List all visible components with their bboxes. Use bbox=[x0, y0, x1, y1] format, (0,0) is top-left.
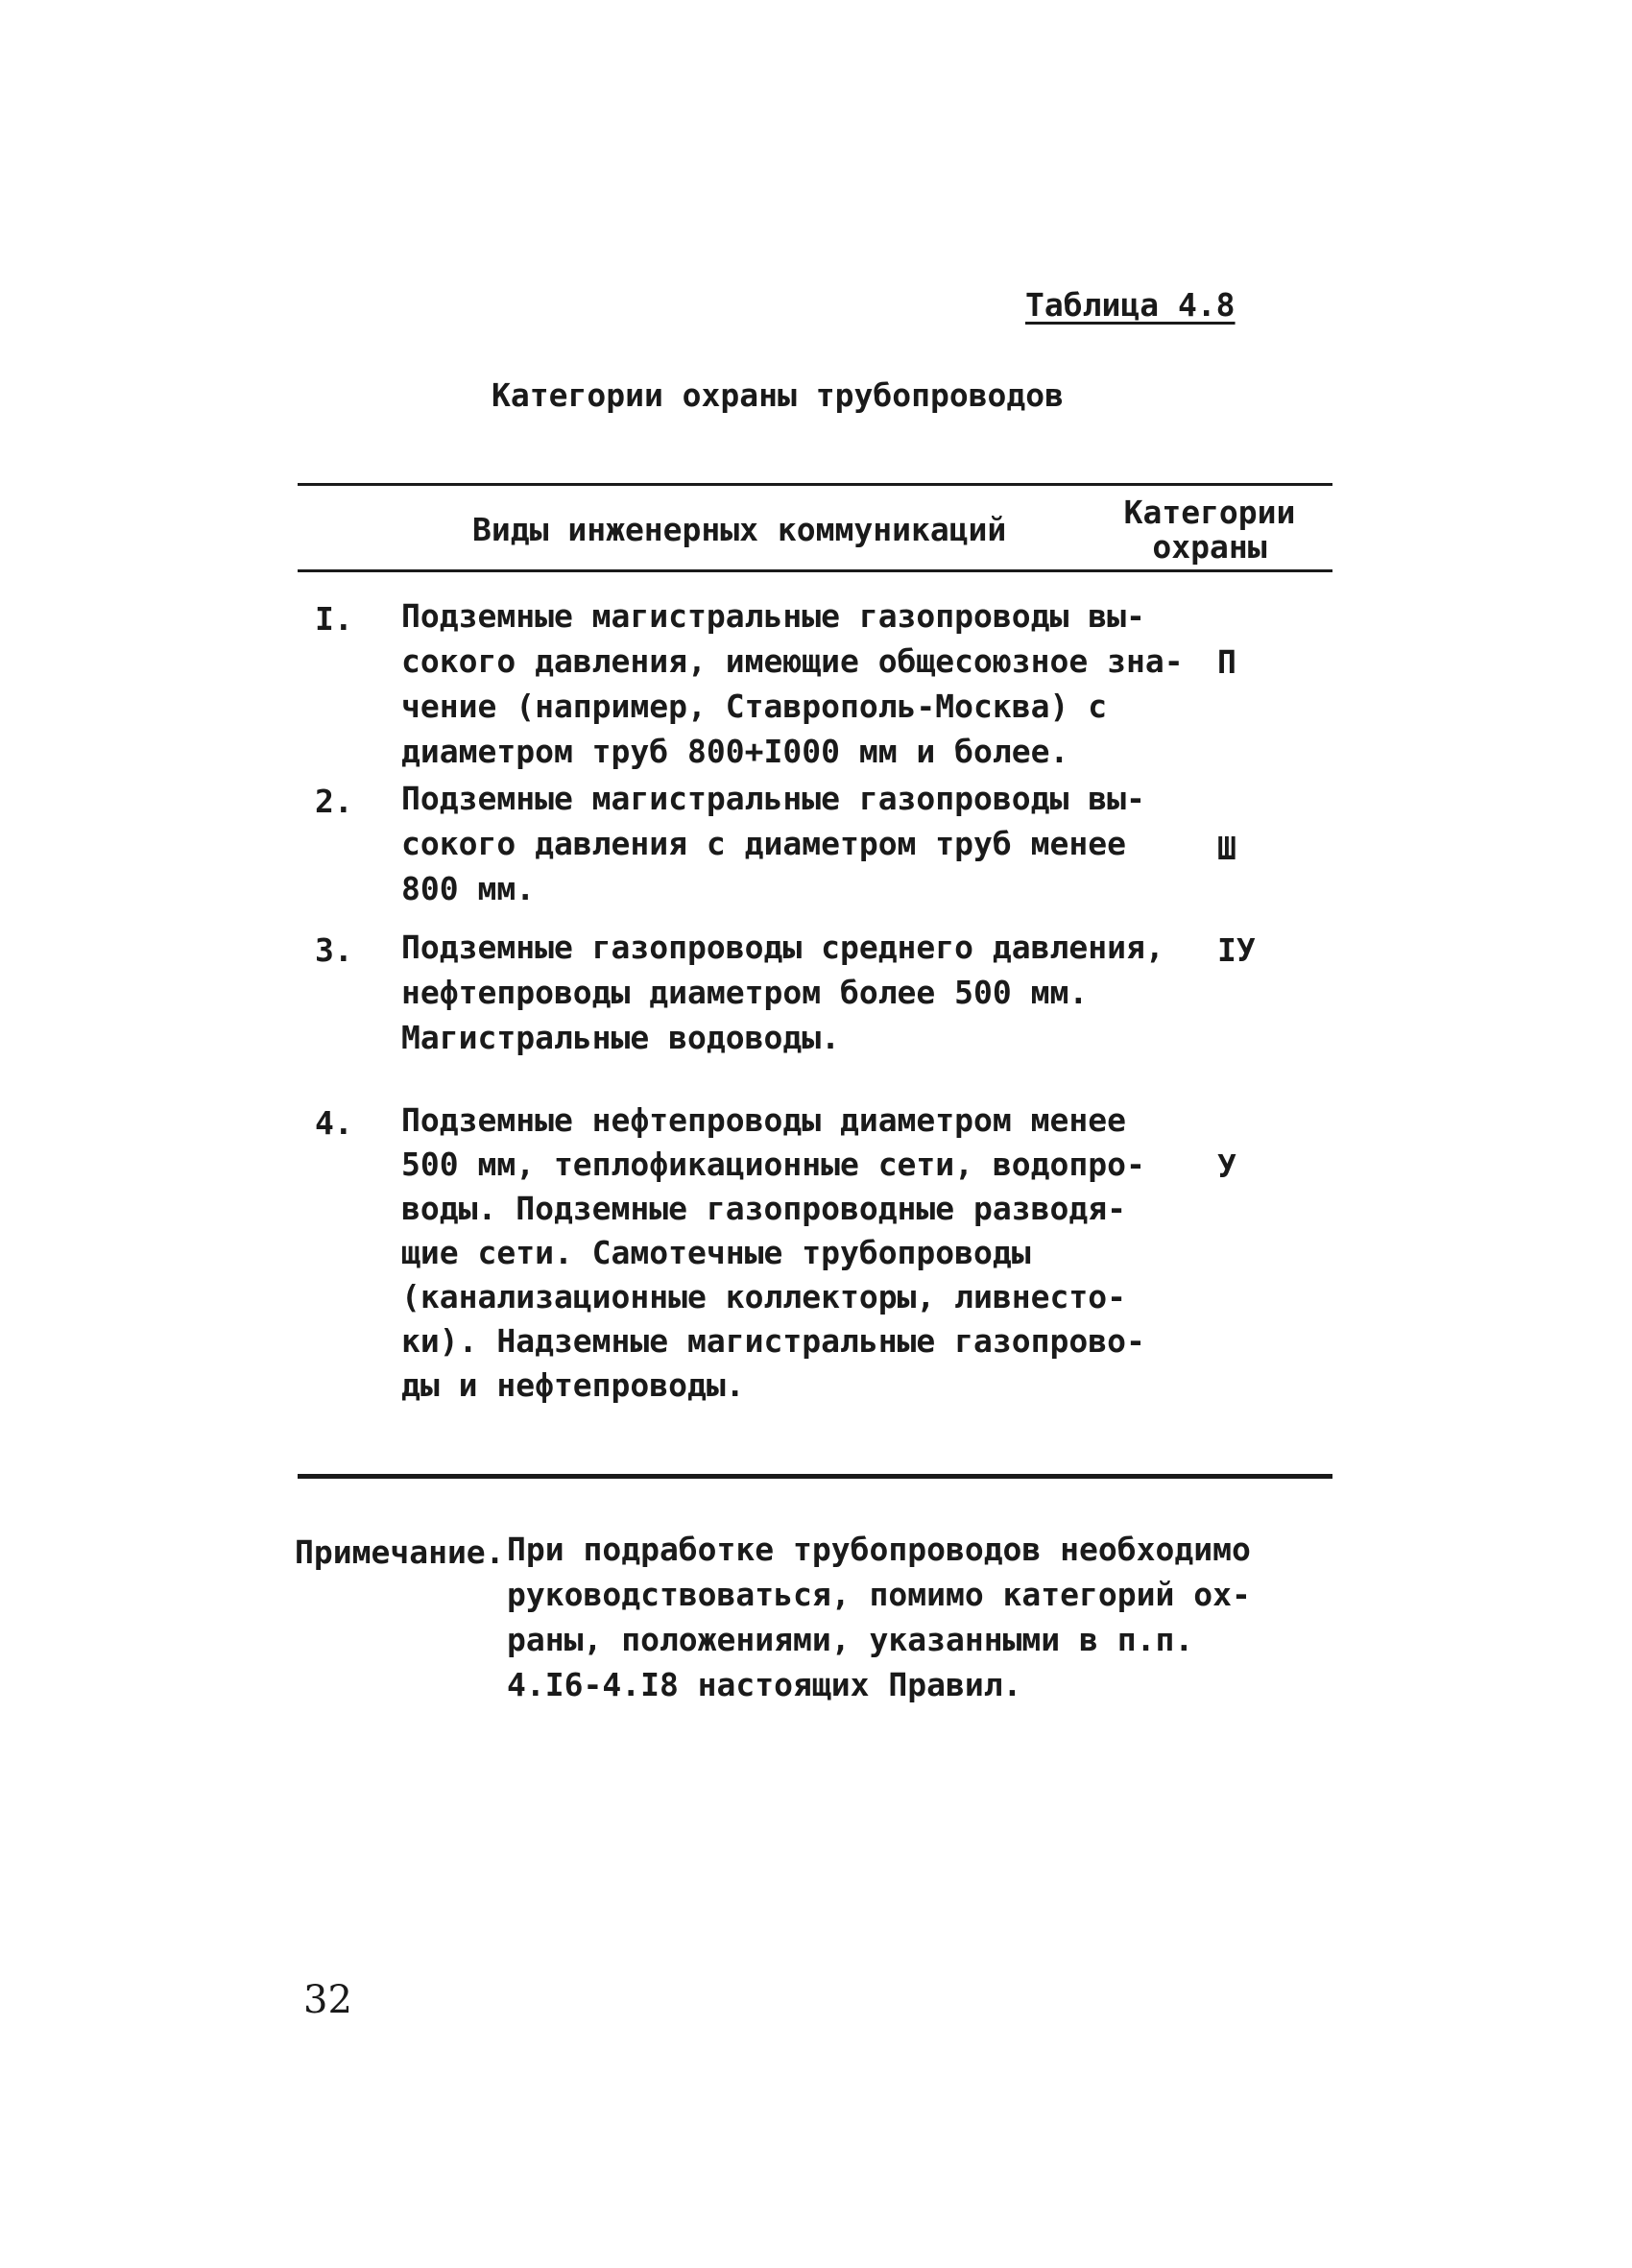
note-line: руководствоваться, помимо категорий ох- bbox=[507, 1576, 1251, 1613]
row-category: П bbox=[1217, 643, 1236, 681]
row-text-line: Подземные магистральные газопроводы вы- bbox=[401, 780, 1145, 817]
row-category: IУ bbox=[1217, 931, 1256, 969]
note-line: 4.I6-4.I8 настоящих Правил. bbox=[507, 1666, 1022, 1703]
row-number: I. bbox=[315, 600, 353, 638]
note-line: раны, положениями, указанными в п.п. bbox=[507, 1621, 1194, 1658]
row-text-line: 500 мм, теплофикационные сети, водопро- bbox=[401, 1146, 1145, 1183]
row-number: 3. bbox=[315, 931, 353, 969]
note-line: При подработке трубопроводов необходимо bbox=[507, 1531, 1251, 1568]
row-text-line: 800 мм. bbox=[401, 870, 536, 907]
row-text-line: щие сети. Самотечные трубопроводы bbox=[401, 1234, 1031, 1271]
row-category: Ш bbox=[1217, 830, 1236, 867]
page-number: 32 bbox=[303, 1978, 352, 2022]
row-text-line: ды и нефтепроводы. bbox=[401, 1366, 745, 1404]
row-text-line: чение (например, Ставрополь-Москва) с bbox=[401, 688, 1108, 725]
row-category: У bbox=[1217, 1147, 1236, 1185]
table-top-rule bbox=[298, 483, 1332, 486]
row-text-line: Подземные магистральные газопроводы вы- bbox=[401, 597, 1145, 635]
row-text-line: Подземные нефтепроводы диаметром менее bbox=[401, 1101, 1126, 1139]
row-number: 2. bbox=[315, 783, 353, 820]
row-text-line: (канализационные коллекторы, ливнесто- bbox=[401, 1278, 1126, 1315]
table-header-rule bbox=[298, 569, 1332, 572]
row-text-line: нефтепроводы диаметром более 500 мм. bbox=[401, 974, 1089, 1011]
table-bottom-rule bbox=[298, 1474, 1332, 1479]
row-text-line: ки). Надземные магистральные газопрово- bbox=[401, 1322, 1145, 1360]
row-text-line: воды. Подземные газопроводные разводя- bbox=[401, 1190, 1126, 1227]
row-text-line: Магистральные водоводы. bbox=[401, 1019, 840, 1056]
table-label: Таблица 4.8 bbox=[1025, 286, 1236, 324]
row-text-line: Подземные газопроводы среднего давления, bbox=[401, 929, 1164, 966]
note-label: Примечание. bbox=[295, 1533, 505, 1571]
row-text-line: сокого давления, имеющие общесоюзное зна- bbox=[401, 642, 1184, 680]
table-title: Категории охраны трубопроводов bbox=[492, 376, 1065, 414]
row-text-line: сокого давления с диаметром труб менее bbox=[401, 825, 1126, 862]
column-header-types: Виды инженерных коммуникаций bbox=[472, 511, 1007, 548]
row-number: 4. bbox=[315, 1104, 353, 1142]
column-header-category: Категории охраны bbox=[1123, 494, 1296, 566]
row-text-line: диаметром труб 800+I000 мм и более. bbox=[401, 733, 1069, 770]
